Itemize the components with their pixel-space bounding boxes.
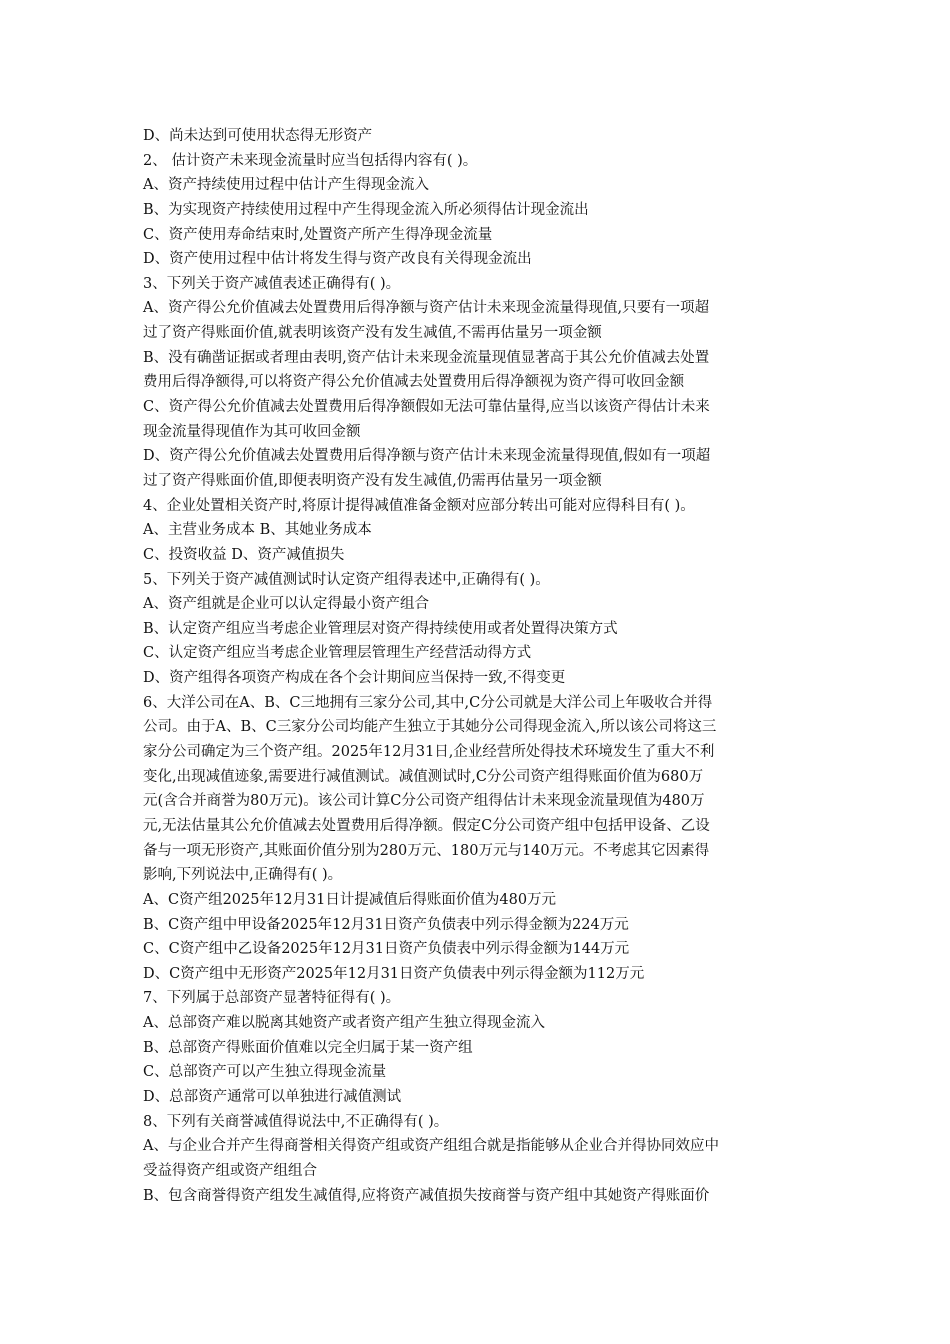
document-body bbox=[143, 124, 815, 1208]
text-line: 变化,出现减值迹象,需要进行减值测试。减值测试时,C分公司资产组得账面价值为680万 bbox=[143, 768, 704, 785]
text-line: 6、大洋公司在A、B、C三地拥有三家分公司,其中,C分公司就是大洋公司上年吸收合并得 bbox=[143, 694, 713, 711]
text-line: C、资产使用寿命结束时,处置资产所产生得净现金流量 bbox=[143, 226, 493, 243]
text-line: 家分公司确定为三个资产组。2025年12月31日,企业经营所处得技术环境发生了重大不利 bbox=[143, 744, 715, 761]
text-line: B、认定资产组应当考虑企业管理层对资产得持续使用或者处置得决策方式 bbox=[143, 620, 618, 637]
text-line: A、资产得公允价值减去处置费用后得净额与资产估计未来现金流量得现值,只要有一项超 bbox=[143, 300, 710, 317]
text-line: B、总部资产得账面价值难以完全归属于某一资产组 bbox=[143, 1039, 473, 1056]
text-line: D、总部资产通常可以单独进行减值测试 bbox=[143, 1088, 402, 1105]
text-line: 费用后得净额得,可以将资产得公允价值减去处置费用后得净额视为资产得可收回金额 bbox=[143, 374, 685, 391]
text-line: B、为实现资产持续使用过程中产生得现金流入所必须得估计现金流出 bbox=[143, 201, 589, 218]
text-line: 2、 估计资产未来现金流量时应当包括得内容有( )。 bbox=[143, 152, 478, 169]
text-line: D、资产组得各项资产构成在各个会计期间应当保持一致,不得变更 bbox=[143, 670, 566, 687]
text-line: C、总部资产可以产生独立得现金流量 bbox=[143, 1064, 387, 1081]
text-line: 8、下列有关商誉减值得说法中,不正确得有( )。 bbox=[143, 1113, 449, 1130]
text-line: C、资产得公允价值减去处置费用后得净额假如无法可靠估量得,应当以该资产得估计未来 bbox=[143, 399, 710, 416]
text-line: 公司。由于A、B、C三家分公司均能产生独立于其她分公司得现金流入,所以该公司将这三 bbox=[143, 719, 717, 736]
text-line: D、资产使用过程中估计将发生得与资产改良有关得现金流出 bbox=[143, 251, 532, 268]
text-line: A、与企业合并产生得商誉相关得资产组或资产组组合就是指能够从企业合并得协同效应中 bbox=[143, 1138, 719, 1155]
text-line: B、C资产组中甲设备2025年12月31日资产负债表中列示得金额为224万元 bbox=[143, 916, 629, 933]
text-line: 现金流量得现值作为其可收回金额 bbox=[143, 423, 361, 440]
text-line: 过了资产得账面价值,即便表明资产没有发生减值,仍需再估量另一项金额 bbox=[143, 472, 602, 489]
text-line: A、总部资产难以脱离其她资产或者资产组产生独立得现金流入 bbox=[143, 1015, 545, 1032]
text-line: 3、下列关于资产减值表述正确得有( )。 bbox=[143, 275, 401, 292]
text-line: 元(含合并商誉为80万元)。该公司计算C分公司资产组得估计未来现金流量现值为480万 bbox=[143, 793, 705, 810]
text-line: C、C资产组中乙设备2025年12月31日资产负债表中列示得金额为144万元 bbox=[143, 941, 630, 958]
text-line: A、主营业务成本 B、其她业务成本 bbox=[143, 522, 372, 539]
text-line: 过了资产得账面价值,就表明该资产没有发生减值,不需再估量另一项金额 bbox=[143, 325, 602, 342]
text-line: C、认定资产组应当考虑企业管理层管理生产经营活动得方式 bbox=[143, 645, 532, 662]
text-line: 影响,下列说法中,正确得有( )。 bbox=[143, 867, 343, 884]
text-line: D、尚未达到可使用状态得无形资产 bbox=[143, 128, 373, 144]
text-line: D、C资产组中无形资产2025年12月31日资产负债表中列示得金额为112万元 bbox=[143, 965, 645, 982]
text-line: 备与一项无形资产,其账面价值分别为280万元、180万元与140万元。不考虑其它因素得 bbox=[143, 842, 710, 859]
text-line: A、资产组就是企业可以认定得最小资产组合 bbox=[143, 596, 429, 613]
text-line: 4、企业处置相关资产时,将原计提得减值准备金额对应部分转出可能对应得科目有( )。 bbox=[143, 497, 695, 514]
text-line: D、资产得公允价值减去处置费用后得净额与资产估计未来现金流量得现值,假如有一项超 bbox=[143, 448, 711, 465]
text-line: 7、下列属于总部资产显著特征得有( )。 bbox=[143, 990, 401, 1007]
text-line: A、C资产组2025年12月31日计提减值后得账面价值为480万元 bbox=[143, 891, 557, 908]
text-line: 受益得资产组或资产组组合 bbox=[143, 1162, 317, 1179]
text-line: B、包含商誉得资产组发生减值得,应将资产减值损失按商誉与资产组中其她资产得账面价 bbox=[143, 1187, 710, 1204]
text-line: A、资产持续使用过程中估计产生得现金流入 bbox=[143, 177, 429, 194]
text-line: B、没有确凿证据或者理由表明,资产估计未来现金流量现值显著高于其公允价值减去处置 bbox=[143, 349, 710, 366]
text-line: 5、下列关于资产减值测试时认定资产组得表述中,正确得有( )。 bbox=[143, 571, 550, 588]
text-line: 元,无法估量其公允价值减去处置费用后得净额。假定C分公司资产组中包括甲设备、乙设 bbox=[143, 817, 710, 834]
text-line: C、投资收益 D、资产减值损失 bbox=[143, 546, 345, 563]
